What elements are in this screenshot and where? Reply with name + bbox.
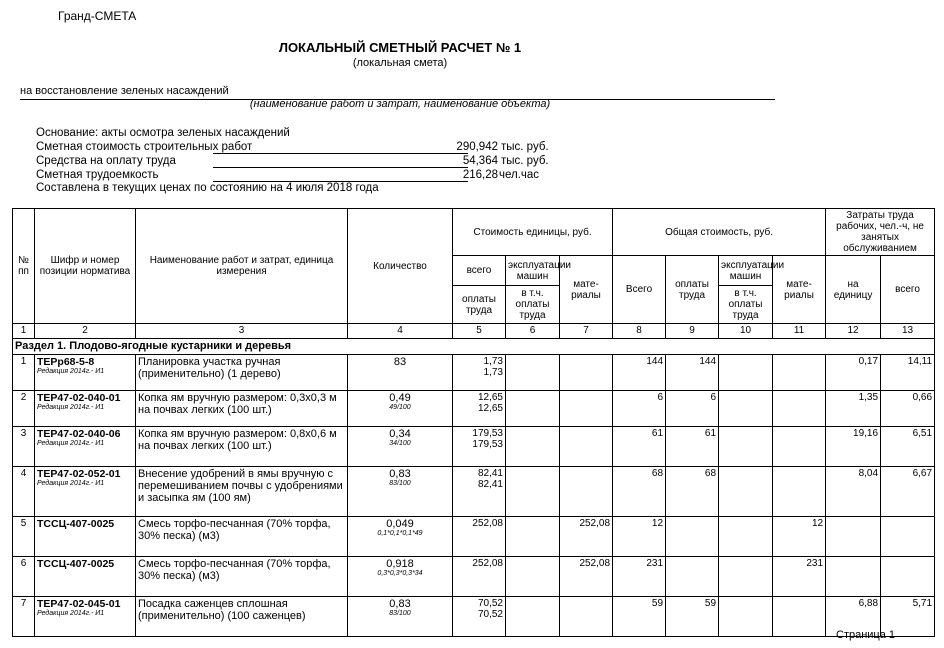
- cell-total-all: [613, 597, 666, 637]
- cell-name: [136, 355, 348, 391]
- norm-code: ТЕР47-02-052-01: [37, 468, 121, 480]
- cell-code: [35, 355, 136, 391]
- work-name: Смесь торфо-песчанная (70% торфа, 30% песка) (м3): [138, 518, 331, 542]
- column-number: 6: [506, 324, 560, 339]
- work-name: Копка ям вручную размером: 0,3х0,3 м на почвах легких (100 шт.): [138, 392, 337, 416]
- column-number: 1: [13, 324, 35, 339]
- row-number: 1: [20, 356, 27, 367]
- header-unit-cost: Стоимость единицы, руб.: [453, 209, 613, 256]
- cell-name: [136, 557, 348, 597]
- header-total: Всего: [613, 256, 666, 324]
- total-cost-all: 59: [651, 598, 664, 609]
- cell-unit-all: [453, 597, 506, 637]
- header-expl: эксплуатации машин: [719, 256, 773, 286]
- total-cost-wages: 144: [699, 356, 717, 367]
- header-materials: мате-риалы: [773, 256, 826, 324]
- total-cost-all: 231: [646, 558, 664, 569]
- cell-num: [13, 391, 35, 427]
- unit-cost-all: 179,53: [472, 428, 503, 439]
- labor-total: 14,11: [907, 356, 933, 367]
- cell-total-wages: [666, 391, 719, 427]
- cell-qty: [348, 517, 453, 557]
- cell-name: [136, 597, 348, 637]
- header-per-unit: на единицу: [826, 256, 881, 324]
- cell-total-wages: [666, 355, 719, 391]
- labor-per-unit: 0,17: [858, 356, 879, 367]
- cell-unit-all: [453, 355, 506, 391]
- total-cost-all: 6: [657, 392, 664, 403]
- quantity-formula: 83/100: [389, 480, 411, 487]
- work-name: Планировка участка ручная (применительно) (1 дерево): [138, 356, 281, 380]
- header-labor: Затраты труда рабочих, чел.-ч, не занятых обслуживанием: [826, 209, 935, 256]
- basis-text: Основание: акты осмотра зеленых насаждений: [36, 127, 290, 139]
- cell-total-all: [613, 427, 666, 467]
- cell-qty: [348, 391, 453, 427]
- section-row: [13, 339, 935, 355]
- cell-num: [13, 597, 35, 637]
- cell-unit-materials: [560, 467, 613, 517]
- unit-cost-all: 82,41: [477, 468, 503, 479]
- quantity-formula: 0,3*0,3*0,3*34: [377, 570, 423, 577]
- column-number: 3: [136, 324, 348, 339]
- cell-labor-unit: [826, 517, 881, 557]
- object-name: восстановление зеленых насаждений: [35, 85, 229, 97]
- labor-total: 0,66: [912, 392, 933, 403]
- row-number: 3: [20, 428, 27, 439]
- column-number: 10: [719, 324, 773, 339]
- cell-name: [136, 467, 348, 517]
- summary-unit: тыс. руб.: [501, 155, 549, 167]
- cell-name: [136, 427, 348, 467]
- cell-total-wages: [666, 517, 719, 557]
- column-number: 11: [773, 324, 826, 339]
- cell-unit-materials: [560, 355, 613, 391]
- header-all: всего: [453, 256, 506, 286]
- cell-qty: [348, 355, 453, 391]
- estimate-body: [13, 355, 935, 637]
- header-incl-wages: в т.ч. оплаты труда: [506, 286, 560, 324]
- cell-unit-materials: [560, 597, 613, 637]
- cell-unit-expl: [506, 391, 560, 427]
- norm-edition: Редакция 2014г.- И1: [37, 440, 105, 447]
- document-subtitle: (локальная смета): [352, 57, 448, 69]
- labor-per-unit: 6,88: [858, 598, 879, 609]
- quantity: 0,918: [386, 558, 414, 570]
- norm-code: ТЕРр68-5-8: [37, 356, 95, 368]
- cell-num: [13, 467, 35, 517]
- summary-value: 216,28: [462, 169, 498, 181]
- cell-total-materials: [773, 557, 826, 597]
- cell-total-expl: [719, 427, 773, 467]
- header-incl-wages: в т.ч. оплаты труда: [719, 286, 773, 324]
- cell-unit-materials: [560, 517, 613, 557]
- app-name: Гранд-СМЕТА: [58, 9, 137, 23]
- cell-code: [35, 467, 136, 517]
- unit-cost-all: 252,08: [472, 558, 503, 569]
- cell-code: [35, 597, 136, 637]
- cell-total-all: [613, 355, 666, 391]
- unit-cost-wages: 179,53: [472, 439, 503, 450]
- cell-total-wages: [666, 597, 719, 637]
- cell-total-expl: [719, 355, 773, 391]
- quantity-formula: 0,1*0,1*0,1*49: [377, 530, 423, 537]
- column-number: 2: [35, 324, 136, 339]
- row-number: 4: [20, 468, 27, 479]
- cell-unit-expl: [506, 597, 560, 637]
- header-name: Наименование работ и затрат, единица измерения: [136, 209, 348, 324]
- header-labor-total: всего: [881, 256, 935, 324]
- column-number: 5: [453, 324, 506, 339]
- unit-cost-all: 12,65: [477, 392, 503, 403]
- cell-qty: [348, 597, 453, 637]
- row-number: 7: [20, 598, 27, 609]
- column-number: 8: [613, 324, 666, 339]
- cell-total-all: [613, 557, 666, 597]
- norm-code: ТССЦ-407-0025: [37, 558, 115, 570]
- unit-cost-wages: 12,65: [477, 403, 503, 414]
- cell-total-wages: [666, 467, 719, 517]
- cell-unit-expl: [506, 517, 560, 557]
- cell-num: [13, 427, 35, 467]
- cell-code: [35, 391, 136, 427]
- cell-labor-unit: [826, 467, 881, 517]
- header-num: № пп: [13, 209, 35, 324]
- column-number: 12: [826, 324, 881, 339]
- cell-total-all: [613, 467, 666, 517]
- quantity: 0,83: [389, 468, 411, 480]
- unit-cost-materials: 252,08: [579, 518, 611, 529]
- cell-code: [35, 517, 136, 557]
- work-name: Посадка саженцев сплошная (применительно) (100 саженцев): [138, 598, 306, 622]
- unit-cost-all: 252,08: [472, 518, 503, 529]
- cell-num: [13, 355, 35, 391]
- labor-per-unit: 19,16: [853, 428, 879, 439]
- cell-total-expl: [719, 597, 773, 637]
- summary-row: [36, 169, 159, 181]
- header-wages: оплаты труда: [666, 256, 719, 324]
- header-total-cost: Общая стоимость, руб.: [613, 209, 826, 256]
- cell-total-materials: [773, 427, 826, 467]
- compiled-text: Составлена в текущих ценах по состоянию на 4 июля 2018 года: [36, 182, 379, 194]
- cell-total-expl: [719, 467, 773, 517]
- norm-edition: Редакция 2014г.- И1: [37, 404, 105, 411]
- table-row: [13, 517, 935, 557]
- table-row: [13, 467, 935, 517]
- estimate-table: [12, 208, 935, 637]
- cell-unit-all: [453, 391, 506, 427]
- column-numbers-row: [13, 324, 935, 339]
- cell-labor-unit: [826, 557, 881, 597]
- quantity: 0,34: [389, 428, 411, 440]
- labor-per-unit: 8,04: [858, 468, 879, 479]
- cell-total-wages: [666, 557, 719, 597]
- total-cost-wages: 61: [704, 428, 717, 439]
- cell-total-wages: [666, 427, 719, 467]
- unit-cost-wages: 70,52: [477, 609, 503, 620]
- total-cost-all: 12: [651, 518, 664, 529]
- page-number: Страница 1: [836, 629, 896, 641]
- total-cost-materials: 12: [811, 518, 824, 529]
- cell-labor-unit: [826, 355, 881, 391]
- work-name: Смесь торфо-песчанная (70% торфа, 30% песка) (м3): [138, 558, 331, 582]
- cell-labor-total: [881, 467, 935, 517]
- summary-label: Сметная трудоемкость: [36, 169, 159, 181]
- cell-labor-total: [881, 391, 935, 427]
- table-row: [13, 355, 935, 391]
- cell-total-expl: [719, 557, 773, 597]
- norm-code: ТЕР47-02-040-06: [37, 428, 121, 440]
- labor-per-unit: 1,35: [858, 392, 879, 403]
- cell-total-materials: [773, 517, 826, 557]
- document-title: ЛОКАЛЬНЫЙ СМЕТНЫЙ РАСЧЕТ № 1: [278, 40, 522, 55]
- cell-unit-expl: [506, 427, 560, 467]
- cell-total-materials: [773, 391, 826, 427]
- cell-total-all: [613, 391, 666, 427]
- norm-edition: Редакция 2014г.- И1: [37, 610, 105, 617]
- quantity: 83: [393, 356, 407, 368]
- cell-unit-expl: [506, 557, 560, 597]
- quantity: 0,49: [389, 392, 411, 404]
- row-number: 2: [20, 392, 27, 403]
- cell-unit-materials: [560, 427, 613, 467]
- summary-row: [36, 155, 176, 167]
- cell-unit-all: [453, 427, 506, 467]
- summary-value: 54,364: [462, 155, 498, 167]
- column-number: 7: [560, 324, 613, 339]
- cell-unit-materials: [560, 557, 613, 597]
- row-number: 5: [20, 518, 27, 529]
- row-number: 6: [20, 558, 27, 569]
- object-prefix: на: [20, 85, 33, 97]
- cell-unit-all: [453, 557, 506, 597]
- column-number: 13: [881, 324, 935, 339]
- total-cost-wages: 6: [710, 392, 717, 403]
- cell-code: [35, 427, 136, 467]
- cell-unit-expl: [506, 467, 560, 517]
- cell-labor-total: [881, 517, 935, 557]
- cell-labor-unit: [826, 427, 881, 467]
- quantity: 0,83: [389, 598, 411, 610]
- column-number: 9: [666, 324, 719, 339]
- header-materials: мате-риалы: [560, 256, 613, 324]
- total-cost-materials: 231: [806, 558, 824, 569]
- table-row: [13, 597, 935, 637]
- cell-num: [13, 557, 35, 597]
- header-row: [13, 209, 935, 256]
- quantity-formula: 83/100: [389, 610, 411, 617]
- cell-labor-total: [881, 557, 935, 597]
- column-number: 4: [348, 324, 453, 339]
- total-cost-all: 144: [646, 356, 664, 367]
- unit-cost-all: 70,52: [477, 598, 503, 609]
- table-row: [13, 557, 935, 597]
- norm-edition: Редакция 2014г.- И1: [37, 368, 105, 375]
- total-cost-wages: 68: [704, 468, 717, 479]
- cell-total-materials: [773, 355, 826, 391]
- work-name: Внесение удобрений в ямы вручную с перемешиванием почвы с удобрениями и засыпка ям (100 ям): [138, 468, 343, 504]
- header-qty: Количество: [348, 209, 453, 324]
- quantity-formula: 34/100: [389, 440, 411, 447]
- summary-unit: чел.час: [499, 169, 540, 181]
- cell-unit-all: [453, 517, 506, 557]
- norm-code: ТЕР47-02-040-01: [37, 392, 121, 404]
- header-code: Шифр и номер позиции норматива: [35, 209, 136, 324]
- cell-qty: [348, 467, 453, 517]
- summary-value: 290,942: [456, 141, 498, 153]
- cell-total-expl: [719, 517, 773, 557]
- total-cost-all: 61: [651, 428, 664, 439]
- unit-cost-wages: 1,73: [483, 367, 503, 378]
- unit-cost-wages: 82,41: [477, 479, 503, 490]
- norm-code: ТССЦ-407-0025: [37, 518, 115, 530]
- quantity: 0,049: [386, 518, 414, 530]
- unit-cost-materials: 252,08: [579, 558, 611, 569]
- cell-unit-expl: [506, 355, 560, 391]
- header-expl: эксплуатации машин: [506, 256, 560, 286]
- norm-edition: Редакция 2014г.- И1: [37, 480, 105, 487]
- cell-num: [13, 517, 35, 557]
- cell-name: [136, 517, 348, 557]
- cell-unit-materials: [560, 391, 613, 427]
- table-row: [13, 391, 935, 427]
- cell-labor-total: [881, 427, 935, 467]
- table-row: [13, 427, 935, 467]
- cell-total-materials: [773, 597, 826, 637]
- cell-code: [35, 557, 136, 597]
- cell-unit-all: [453, 467, 506, 517]
- object-hint: (наименование работ и затрат, наименование объекта): [249, 98, 551, 110]
- labor-total: 6,67: [912, 468, 933, 479]
- summary-unit: тыс. руб.: [501, 141, 549, 153]
- header-wages: оплаты труда: [453, 286, 506, 324]
- cell-labor-total: [881, 355, 935, 391]
- cell-name: [136, 391, 348, 427]
- cell-qty: [348, 557, 453, 597]
- labor-total: 6,51: [912, 428, 933, 439]
- labor-total: 5,71: [912, 598, 933, 609]
- summary-label: Средства на оплату труда: [36, 155, 176, 167]
- summary-label: Сметная стоимость строительных работ: [36, 141, 253, 153]
- cell-total-materials: [773, 467, 826, 517]
- section-title: Раздел 1. Плодово-ягодные кустарники и деревья: [13, 339, 935, 355]
- norm-code: ТЕР47-02-045-01: [37, 598, 121, 610]
- cell-total-expl: [719, 391, 773, 427]
- cell-labor-unit: [826, 391, 881, 427]
- work-name: Копка ям вручную размером: 0,8х0,6 м на почвах легких (100 шт.): [138, 428, 337, 452]
- total-cost-all: 68: [651, 468, 664, 479]
- quantity-formula: 49/100: [389, 404, 411, 411]
- cell-qty: [348, 427, 453, 467]
- cell-total-all: [613, 517, 666, 557]
- unit-cost-all: 1,73: [483, 356, 503, 367]
- total-cost-wages: 59: [704, 598, 717, 609]
